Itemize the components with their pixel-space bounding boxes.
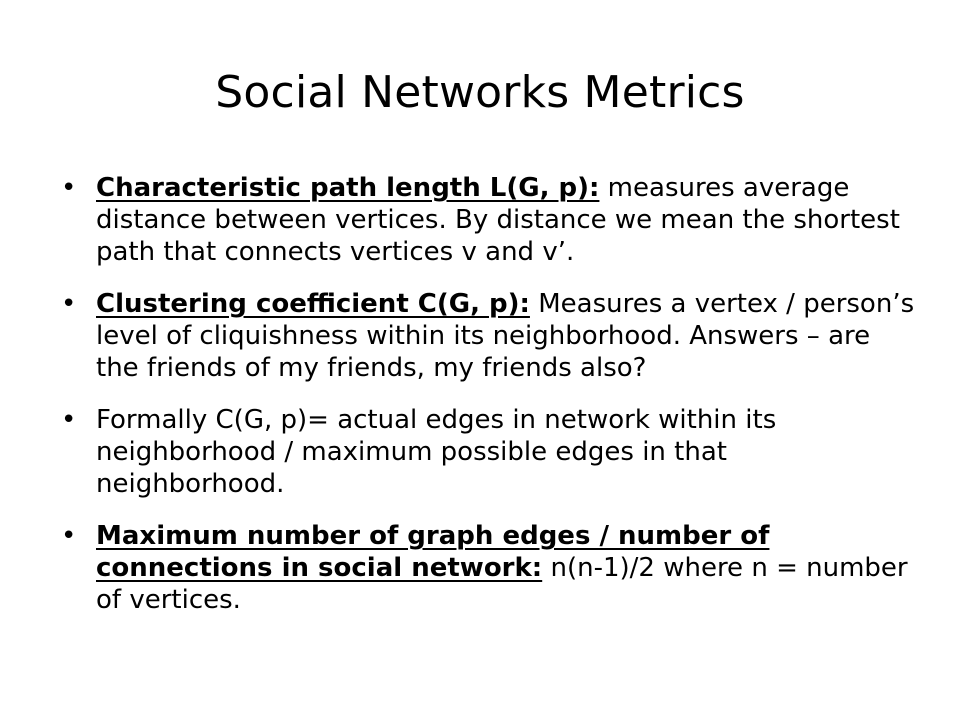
bullet-item-path-length bbox=[56, 172, 916, 268]
bullet-text-path-length: measures average distance between vertices. By distance we mean the shortest path that connects vertices v and v’. bbox=[96, 173, 900, 267]
bullet-dot-icon: • bbox=[61, 405, 77, 435]
bullet-dot-icon: • bbox=[61, 289, 77, 319]
bullet-item-clustering-coefficient bbox=[56, 288, 916, 384]
bullet-text-formal-definition: Formally C(G, p)= actual edges in network within its neighborhood / maximum possible edges in that neighborhood. bbox=[96, 405, 777, 499]
slide-title: Social Networks Metrics bbox=[215, 67, 745, 118]
bullet-text-maximum-edges: n(n-1)/2 where n = number of vertices. bbox=[96, 553, 908, 615]
term-path-length: Characteristic path length L(G, p): bbox=[96, 173, 600, 203]
term-clustering-coefficient: Clustering coefficient C(G, p): bbox=[96, 289, 530, 319]
term-maximum-edges: Maximum number of graph edges / number of connections in social network: bbox=[96, 521, 770, 583]
bullet-item-formal-definition bbox=[56, 404, 916, 500]
bullet-list bbox=[56, 172, 916, 636]
bullet-dot-icon: • bbox=[61, 173, 77, 203]
bullet-item-maximum-edges bbox=[56, 520, 916, 616]
bullet-text-clustering-coefficient: Measures a vertex / person’s level of cliquishness within its neighborhood. Answers – are the friends of my friends, my friends also? bbox=[96, 289, 915, 383]
bullet-dot-icon: • bbox=[61, 521, 77, 551]
